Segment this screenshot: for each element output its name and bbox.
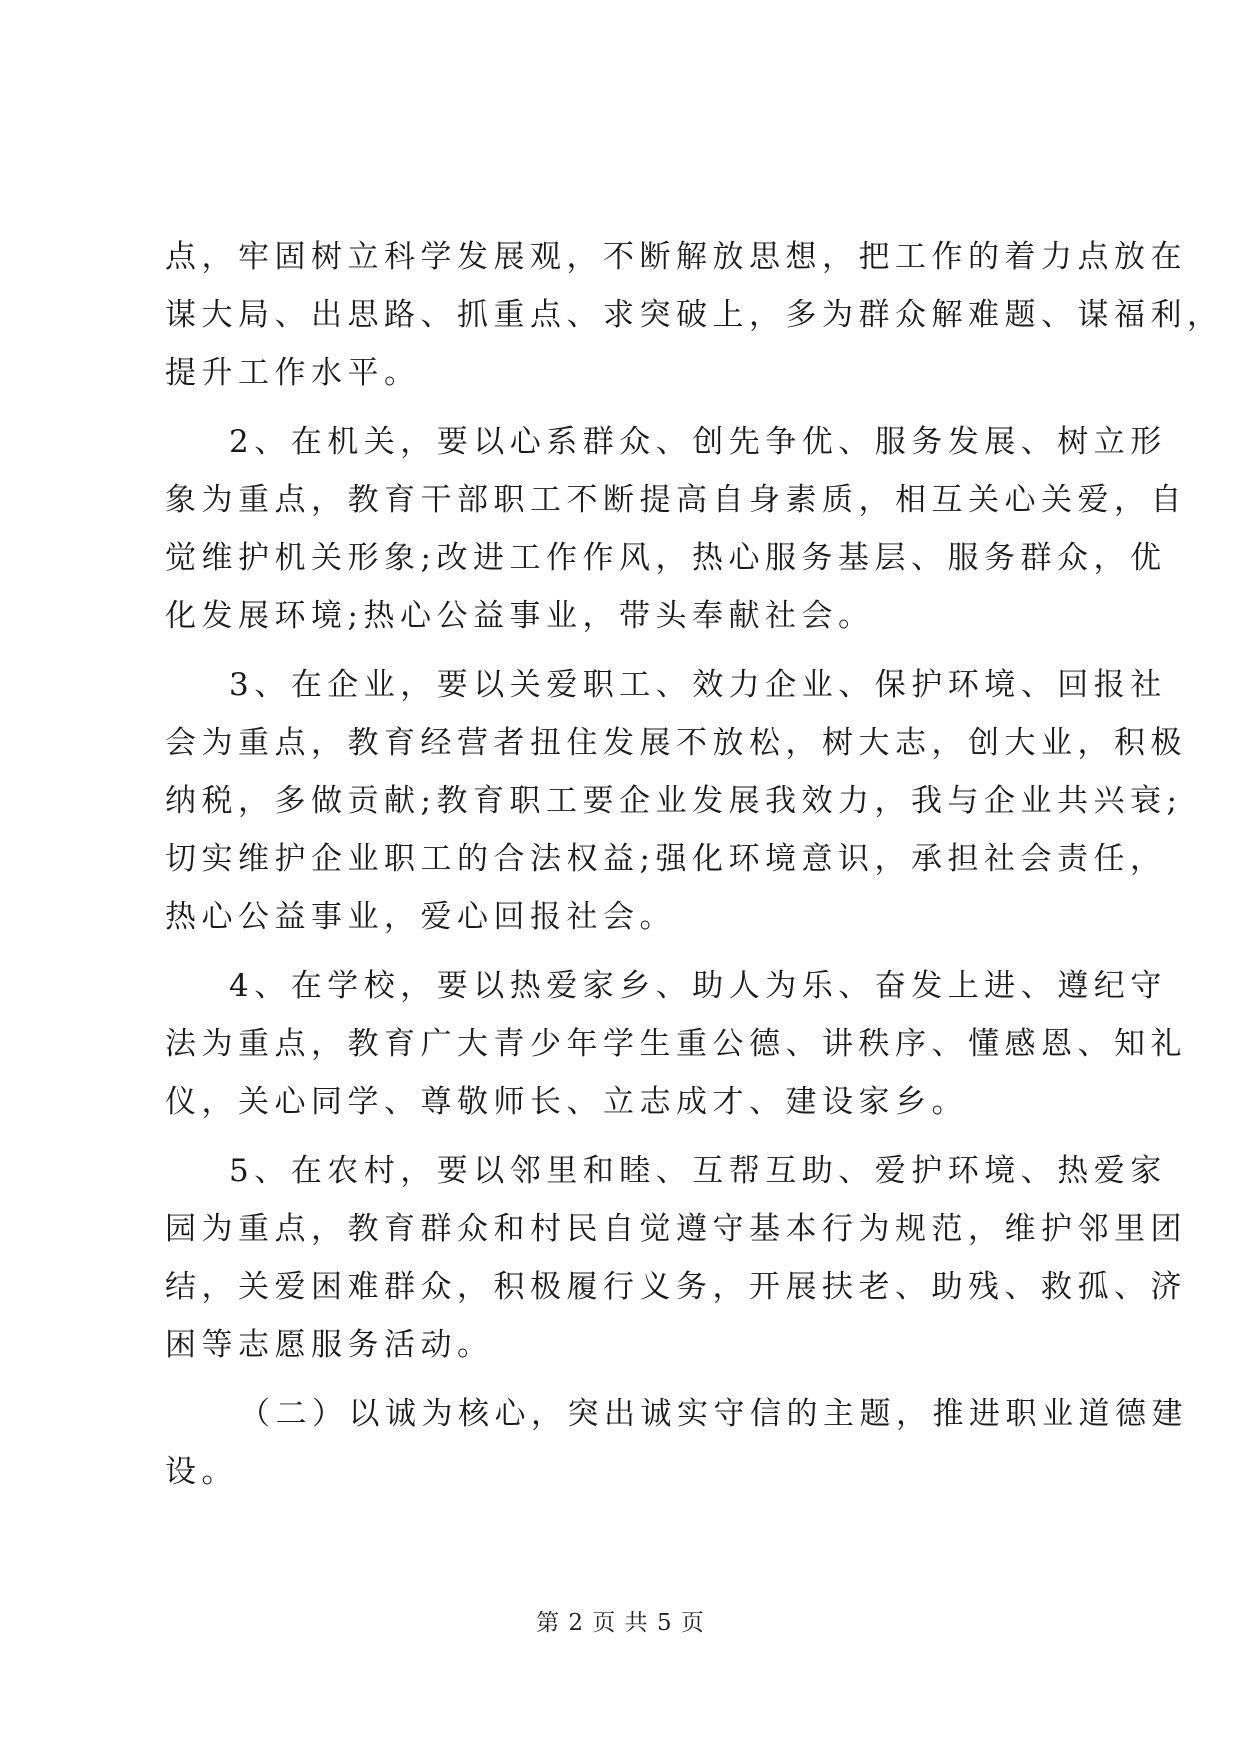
text-line: 法为重点，教育广大青少年学生重公德、讲秩序、懂感恩、知礼 xyxy=(165,1026,1187,1062)
section-heading-line: （二）以诚为核心，突出诚实守信的主题，推进职业道德建 xyxy=(239,1396,1188,1432)
text-line: 仪，关心同学、尊敬师长、立志成才、建设家乡。 xyxy=(165,1084,968,1120)
text-line: 热心公益事业，爱心回报社会。 xyxy=(165,899,676,935)
text-line: 觉维护机关形象;改进工作作风，热心服务基层、服务群众，优 xyxy=(165,540,1167,576)
page-number-footer: 第 2 页 共 5 页 xyxy=(536,1610,705,1636)
text-line: 象为重点，教育干部职工不断提高自身素质，相互关心关爱，自 xyxy=(165,482,1187,518)
paragraph-first-line: 4、在学校，要以热爱家乡、助人为乐、奋发上进、遵纪守 xyxy=(229,968,1167,1004)
text-line: 化发展环境;热心公益事业，带头奉献社会。 xyxy=(165,598,875,634)
text-line: 困等志愿服务活动。 xyxy=(165,1327,494,1363)
text-line: 会为重点，教育经营者扭住发展不放松，树大志，创大业，积极 xyxy=(165,725,1187,761)
document-body xyxy=(165,228,1224,1501)
text-line: 设。 xyxy=(165,1454,238,1490)
text-line: 切实维护企业职工的合法权益;强化环境意识，承担社会责任， xyxy=(165,841,1167,877)
text-line: 提升工作水平。 xyxy=(165,355,421,391)
paragraph-first-line: 2、在机关，要以心系群众、创先争优、服务发展、树立形 xyxy=(229,424,1167,460)
paragraph-first-line: 3、在企业，要以关爱职工、效力企业、保护环境、回报社 xyxy=(229,667,1167,703)
text-line: 谋大局、出思路、抓重点、求突破上，多为群众解难题、谋福利， xyxy=(165,297,1224,333)
text-line: 结，关爱困难群众，积极履行义务，开展扶老、助残、救孤、济 xyxy=(165,1269,1187,1305)
paragraph-first-line: 5、在农村，要以邻里和睦、互帮互助、爱护环境、热爱家 xyxy=(229,1153,1167,1189)
text-line: 纳税，多做贡献;教育职工要企业发展我效力，我与企业共兴衰; xyxy=(165,783,1183,819)
text-line: 点，牢固树立科学发展观，不断解放思想，把工作的着力点放在 xyxy=(165,239,1187,275)
text-line: 园为重点，教育群众和村民自觉遵守基本行为规范，维护邻里团 xyxy=(165,1211,1187,1247)
